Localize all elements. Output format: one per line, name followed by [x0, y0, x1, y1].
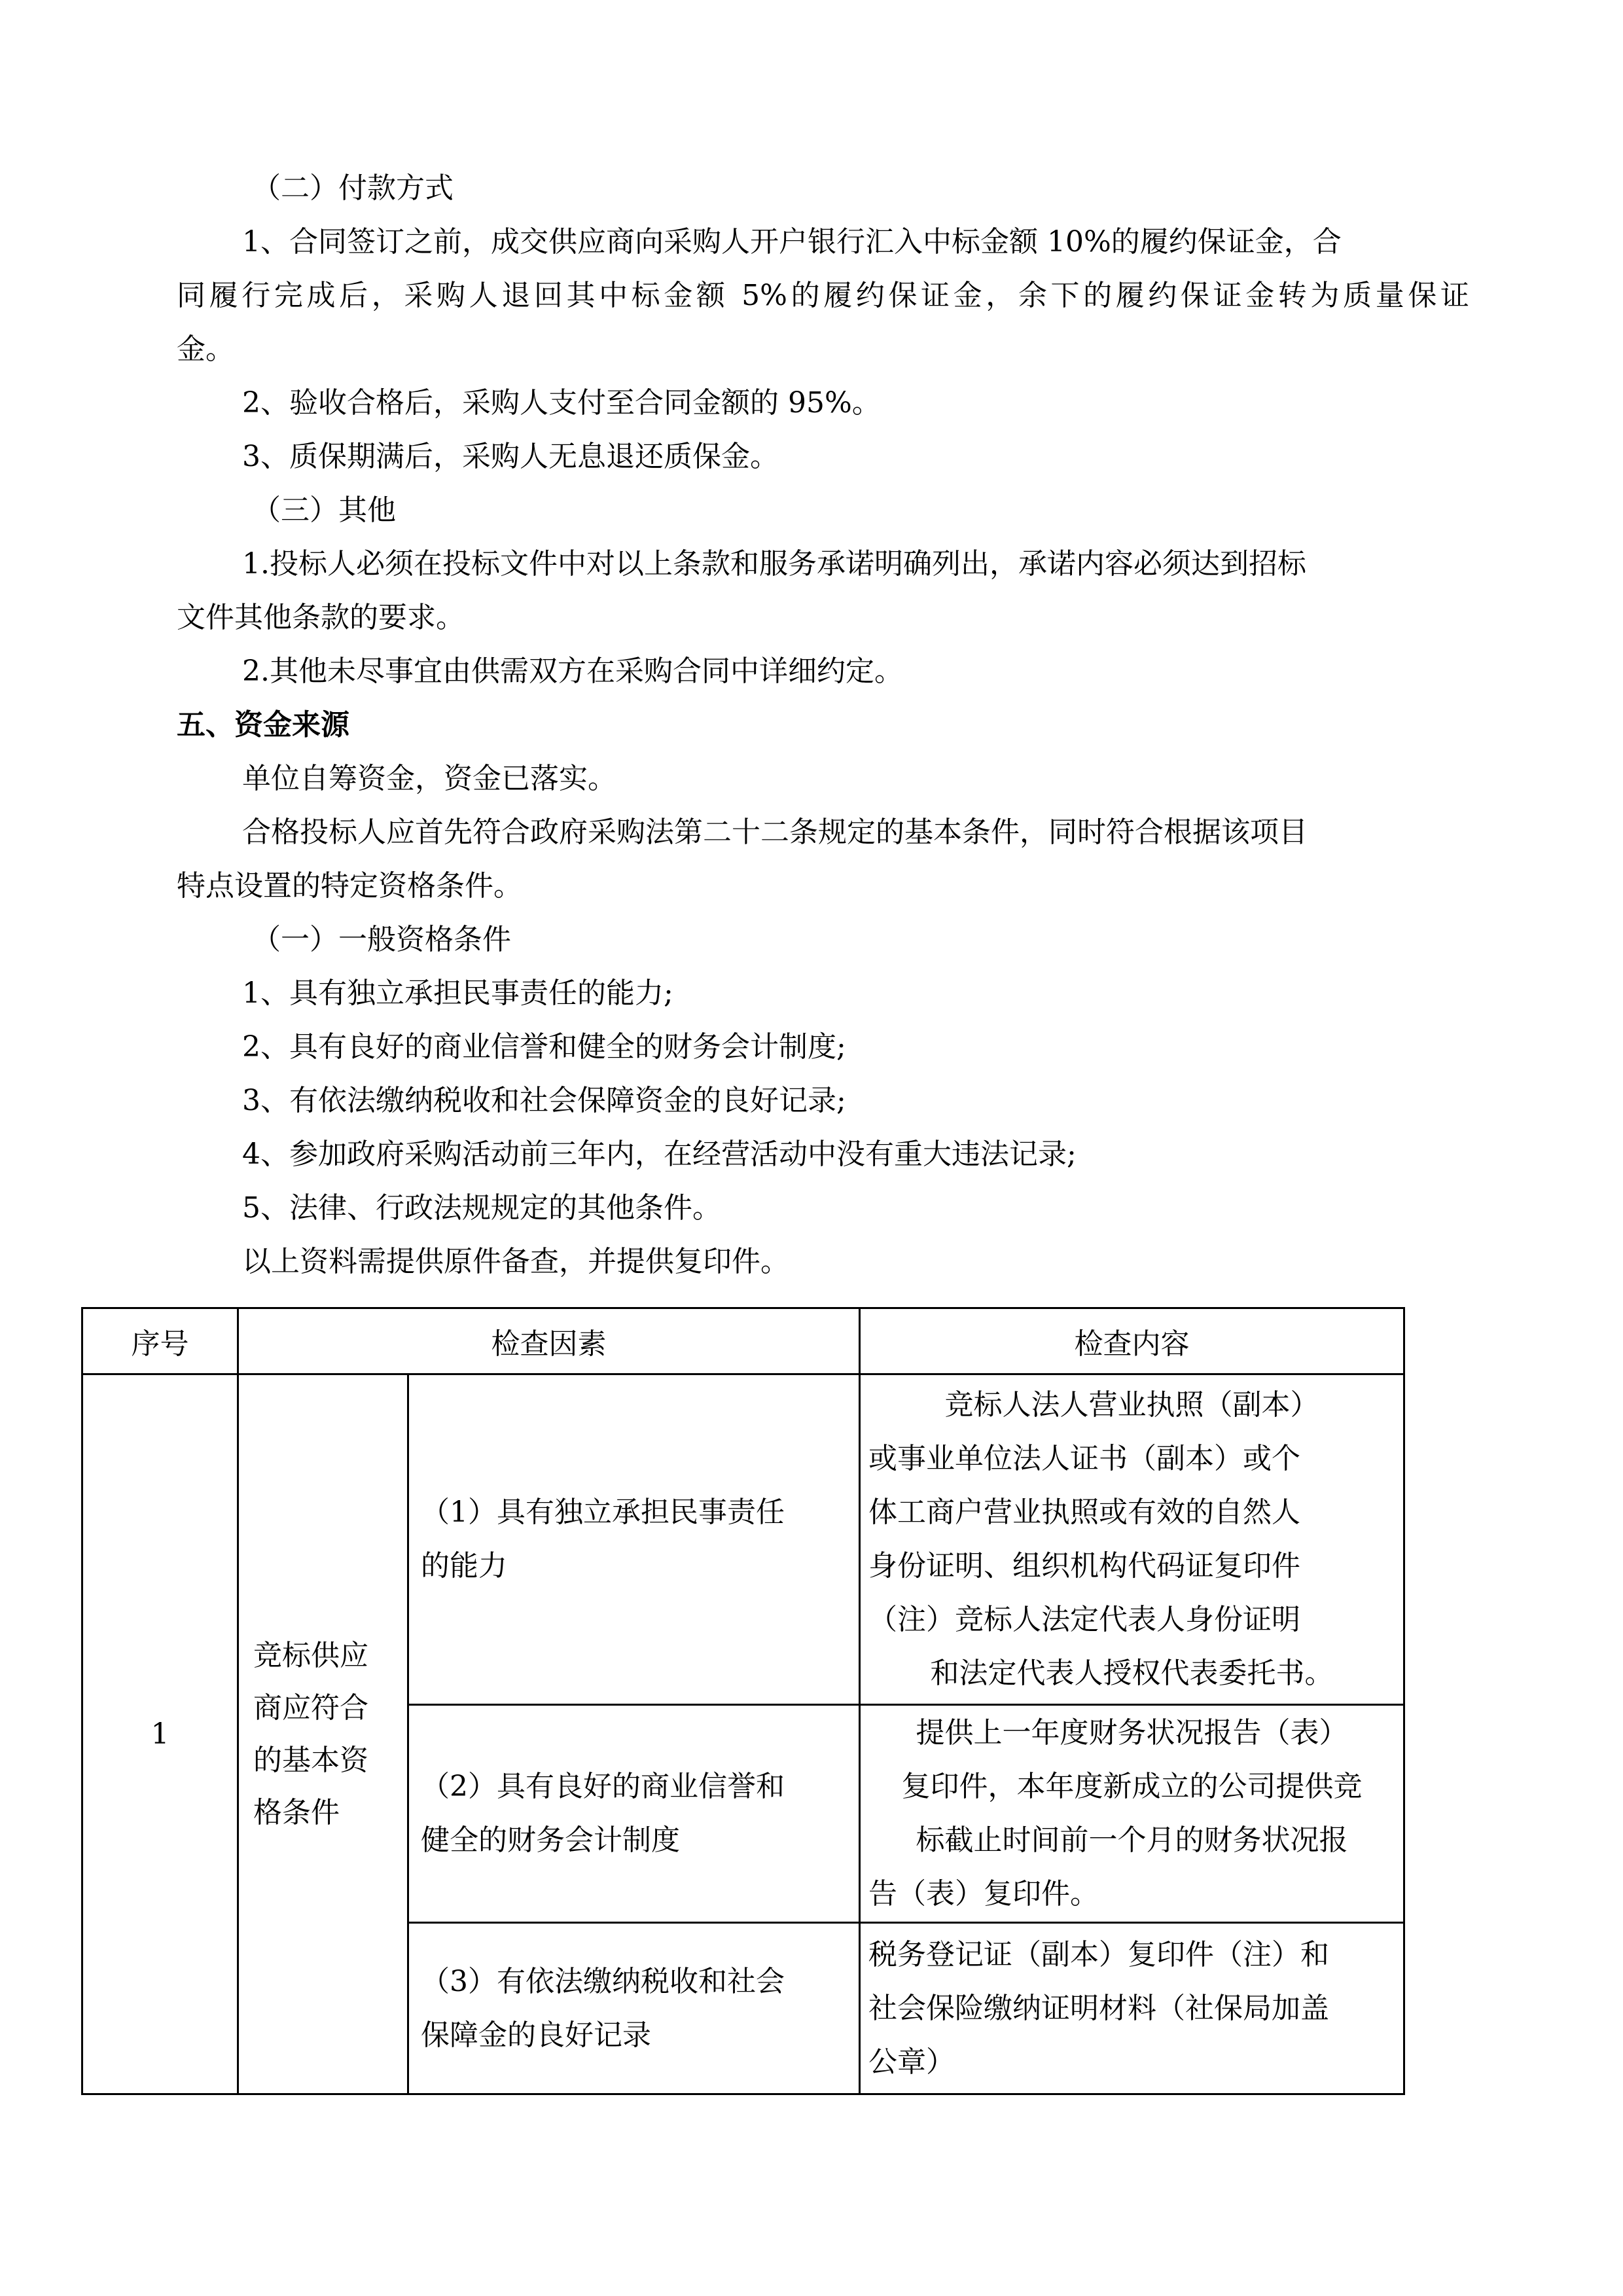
payment-item-1-line-3: 金。	[177, 332, 234, 366]
qualification-item-1: 1、具有独立承担民事责任的能力;	[242, 977, 673, 1010]
content-line: 告（表）复印件。	[868, 1877, 1099, 1910]
category-line: 商应符合	[253, 1691, 368, 1725]
other-heading: （三）其他	[252, 493, 396, 527]
qualification-table	[81, 1307, 1405, 2095]
qualification-item-2: 2、具有良好的商业信誉和健全的财务会计制度;	[242, 1030, 846, 1064]
content-line: 体工商户营业执照或有效的自然人	[868, 1496, 1300, 1529]
content-line: 身份证明、组织机构代码证复印件	[868, 1549, 1300, 1583]
qualification-intro-line-1: 合格投标人应首先符合政府采购法第二十二条规定的基本条件，同时符合根据该项目	[242, 816, 1308, 849]
qualification-item-4: 4、参加政府采购活动前三年内，在经营活动中没有重大违法记录;	[242, 1138, 1077, 1171]
content-line: 竞标人法人营业执照（副本）	[944, 1388, 1319, 1422]
content-2	[860, 1705, 1404, 1923]
content-line: 和法定代表人授权代表委托书。	[930, 1657, 1334, 1690]
factor-line: （1）具有独立承担民事责任	[421, 1496, 785, 1529]
factor-line: （3）有依法缴纳税收和社会	[421, 1964, 785, 1998]
payment-heading: （二）付款方式	[252, 171, 454, 205]
qualification-intro-line-2: 特点设置的特定资格条件。	[177, 869, 522, 903]
factor-3	[408, 1923, 860, 2094]
header-seq: 序号	[82, 1308, 238, 1374]
funding-text: 单位自筹资金，资金已落实。	[242, 762, 616, 795]
category-line: 的基本资	[253, 1743, 368, 1777]
payment-item-2: 2、验收合格后，采购人支付至合同金额的 95%。	[242, 386, 881, 420]
category-line: 竞标供应	[253, 1638, 368, 1672]
payment-item-1-line-1: 1、合同签订之前，成交供应商向采购人开户银行汇入中标金额 10%的履约保证金，合	[242, 225, 1342, 259]
payment-item-1-line-2: 同履行完成后，采购人退回其中标金额 5%的履约保证金，余下的履约保证金转为质量保证	[177, 279, 1469, 312]
factor-line: （2）具有良好的商业信誉和	[421, 1770, 785, 1803]
factor-1	[408, 1374, 860, 1705]
factor-line: 保障金的良好记录	[421, 2018, 651, 2052]
table-row	[82, 1374, 1404, 1705]
row-category	[238, 1374, 408, 2094]
content-line: 社会保险缴纳证明材料（社保局加盖	[868, 1991, 1329, 2025]
row-seq: 1	[82, 1374, 238, 2094]
content-line: 或事业单位法人证书（副本）或个	[868, 1442, 1300, 1475]
content-line: 税务登记证（副本）复印件（注）和	[868, 1937, 1329, 1971]
header-content: 检查内容	[860, 1308, 1404, 1374]
factor-2	[408, 1705, 860, 1923]
content-line: 复印件，本年度新成立的公司提供竞	[901, 1770, 1363, 1803]
other-item-1-line-2: 文件其他条款的要求。	[177, 601, 465, 634]
funding-heading: 五、资金来源	[177, 708, 349, 742]
qualification-note: 以上资料需提供原件备查，并提供复印件。	[242, 1245, 789, 1278]
general-qualification-heading: （一）一般资格条件	[252, 923, 511, 956]
content-line: 标截止时间前一个月的财务状况报	[916, 1823, 1348, 1857]
other-item-1-line-1: 1.投标人必须在投标文件中对以上条款和服务承诺明确列出，承诺内容必须达到招标	[242, 547, 1306, 581]
qualification-item-3: 3、有依法缴纳税收和社会保障资金的良好记录;	[242, 1084, 846, 1117]
content-line: 提供上一年度财务状况报告（表）	[916, 1716, 1348, 1749]
factor-line: 健全的财务会计制度	[421, 1823, 680, 1857]
qualification-item-5: 5、法律、行政法规规定的其他条件。	[242, 1191, 721, 1225]
content-line: （注）竞标人法定代表人身份证明	[868, 1603, 1300, 1636]
content-3	[860, 1923, 1404, 2094]
content-1	[860, 1374, 1404, 1705]
factor-line: 的能力	[421, 1549, 507, 1583]
table-header-row	[82, 1308, 1404, 1374]
category-line: 格条件	[253, 1795, 340, 1829]
header-factor: 检查因素	[238, 1308, 860, 1374]
content-line: 公章）	[868, 2045, 955, 2079]
other-item-2: 2.其他未尽事宜由供需双方在采购合同中详细约定。	[242, 655, 903, 688]
payment-item-3: 3、质保期满后，采购人无息退还质保金。	[242, 440, 779, 473]
